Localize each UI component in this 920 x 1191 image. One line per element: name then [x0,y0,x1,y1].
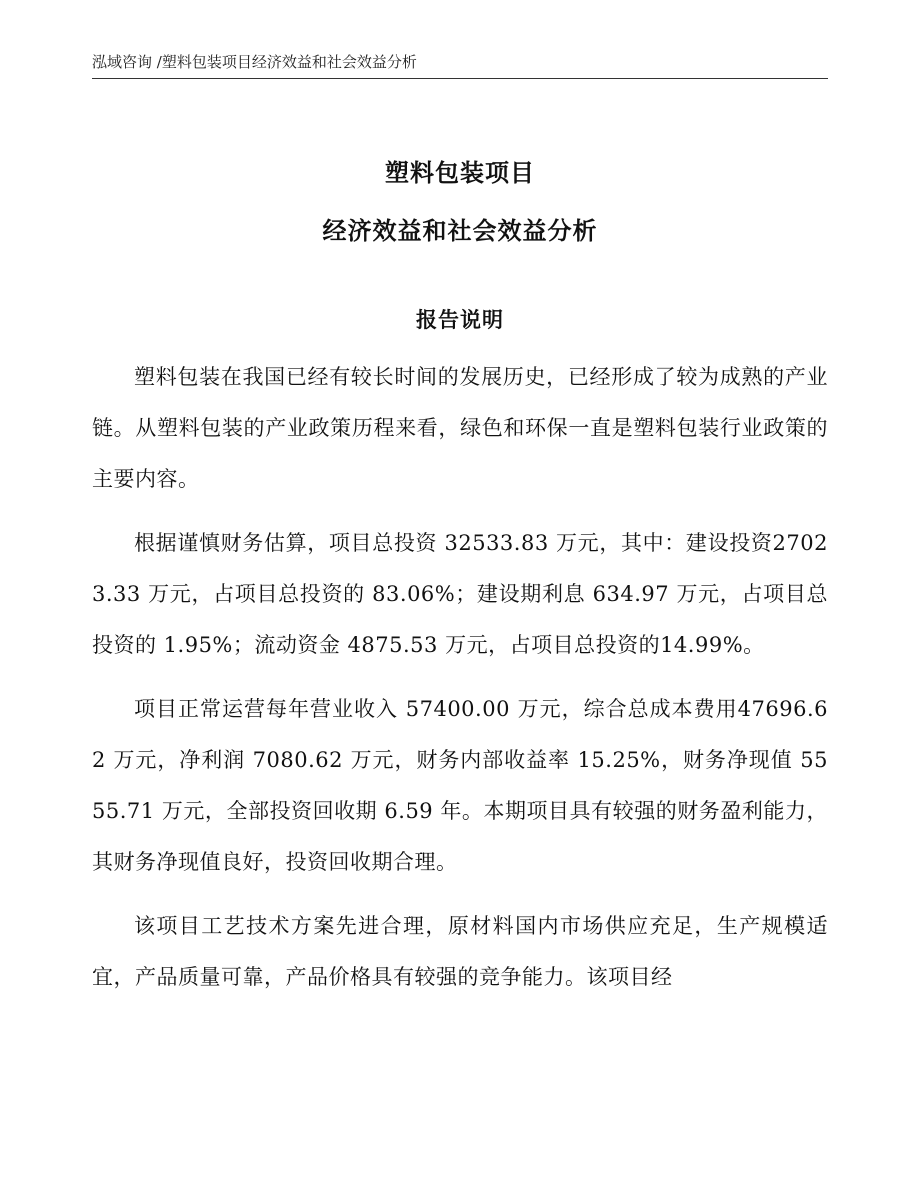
report-body [92,352,828,1016]
running-header: 泓域咨询 /塑料包装项目经济效益和社会效益分析 [92,53,417,71]
paragraph-financial-returns: 项目正常运营每年营业收入 57400.00 万元，综合总成本费用47696.62 万元，净利润 7080.62 万元，财务内部收益率 15.25%，财务净现值 5555.71 万元，全部投资回收期 6.59 年。本期项目具有较强的财务盈利能力，其财务净现值良好，投资回收期合理。 [92,697,828,874]
header-rule [92,78,828,79]
document-title-line-2: 经济效益和社会效益分析 [322,217,598,245]
paragraph-technical-assessment: 该项目工艺技术方案先进合理，原材料国内市场供应充足，生产规模适宜，产品质量可靠，产品价格具有较强的竞争能力。该项目经 [92,914,828,989]
document-title-line-1: 塑料包装项目 [385,159,535,187]
paragraph-investment-estimate: 根据谨慎财务估算，项目总投资 32533.83 万元，其中：建设投资27023.33 万元，占项目总投资的 83.06%；建设期利息 634.97 万元，占项目总投资的 1.95%；流动资金 4875.53 万元，占项目总投资的14.99%。 [92,531,828,657]
section-heading: 报告说明 [416,308,504,332]
paragraph-industry-background: 塑料包装在我国已经有较长时间的发展历史，已经形成了较为成熟的产业链。从塑料包装的产业政策历程来看，绿色和环保一直是塑料包装行业政策的主要内容。 [92,365,828,491]
